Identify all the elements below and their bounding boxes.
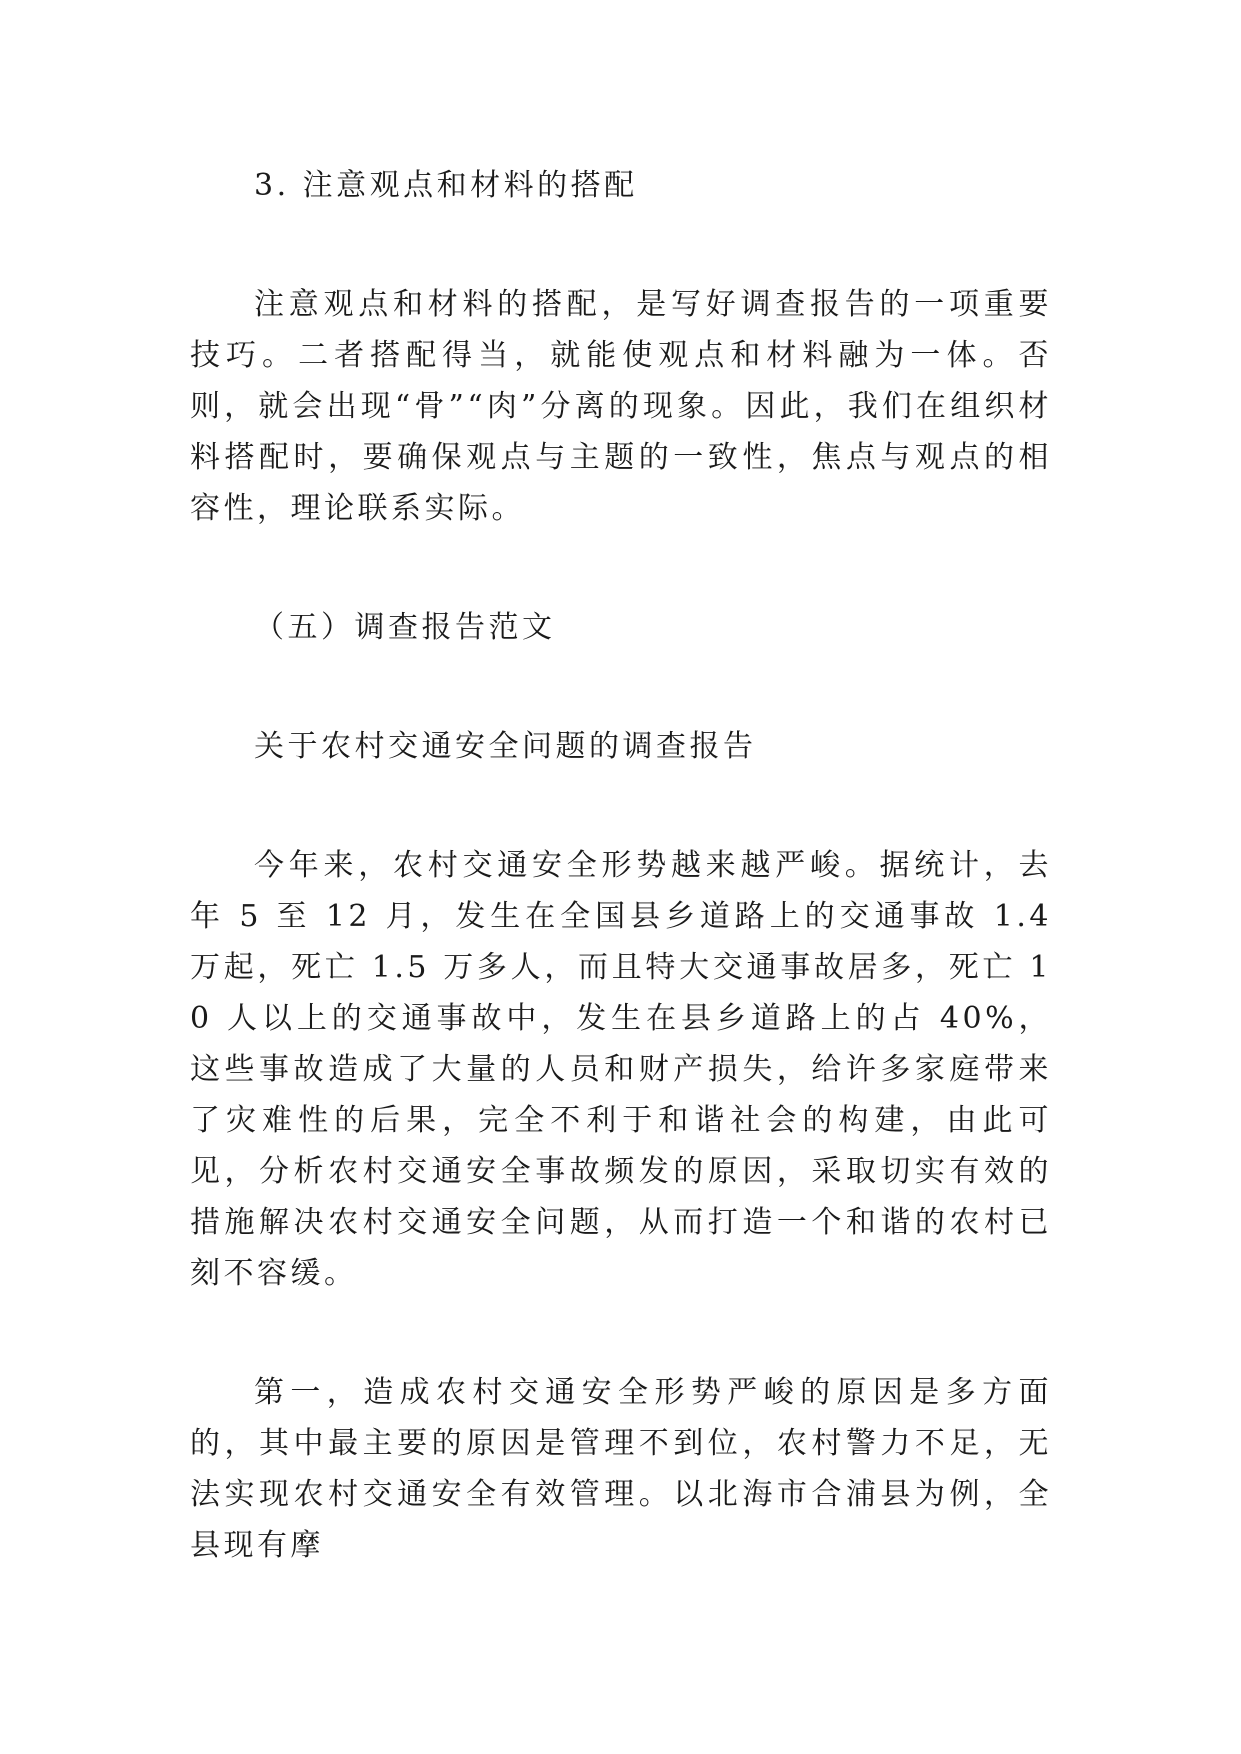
paragraph-material-matching: 注意观点和材料的搭配，是写好调查报告的一项重要技巧。二者搭配得当，就能使观点和材料融为一体。否则，就会出现“骨”“肉”分离的现象。因此，我们在组织材料搭配时，要确保观点与主题的一致性，焦点与观点的相容性，理论联系实际。 [190,287,1052,526]
document-body [190,160,1052,1571]
section-heading-3: 3. 注意观点和材料的搭配 [254,168,638,203]
section-heading-5: （五）调查报告范文 [254,610,556,645]
report-title: 关于农村交通安全问题的调查报告 [254,729,757,764]
paragraph-first-reason: 第一，造成农村交通安全形势严峻的原因是多方面的，其中最主要的原因是管理不到位，农村警力不足，无法实现农村交通安全有效管理。以北海市合浦县为例，全县现有摩 [190,1375,1052,1563]
paragraph-traffic-statistics: 今年来，农村交通安全形势越来越严峻。据统计，去年 5 至 12 月，发生在全国县乡道路上的交通事故 1.4 万起，死亡 1.5 万多人，而且特大交通事故居多，死亡 10 人以上的交通事故中，发生在县乡道路上的占 40%，这些事故造成了大量的人员和财产损失，给许多家庭带来了灾难性的后果，完全不利于和谐社会的构建，由此可见，分析农村交通安全事故频发的原因，采取切实有效的措施解决农村交通安全问题，从而打造一个和谐的农村已刻不容缓。 [190,848,1052,1291]
